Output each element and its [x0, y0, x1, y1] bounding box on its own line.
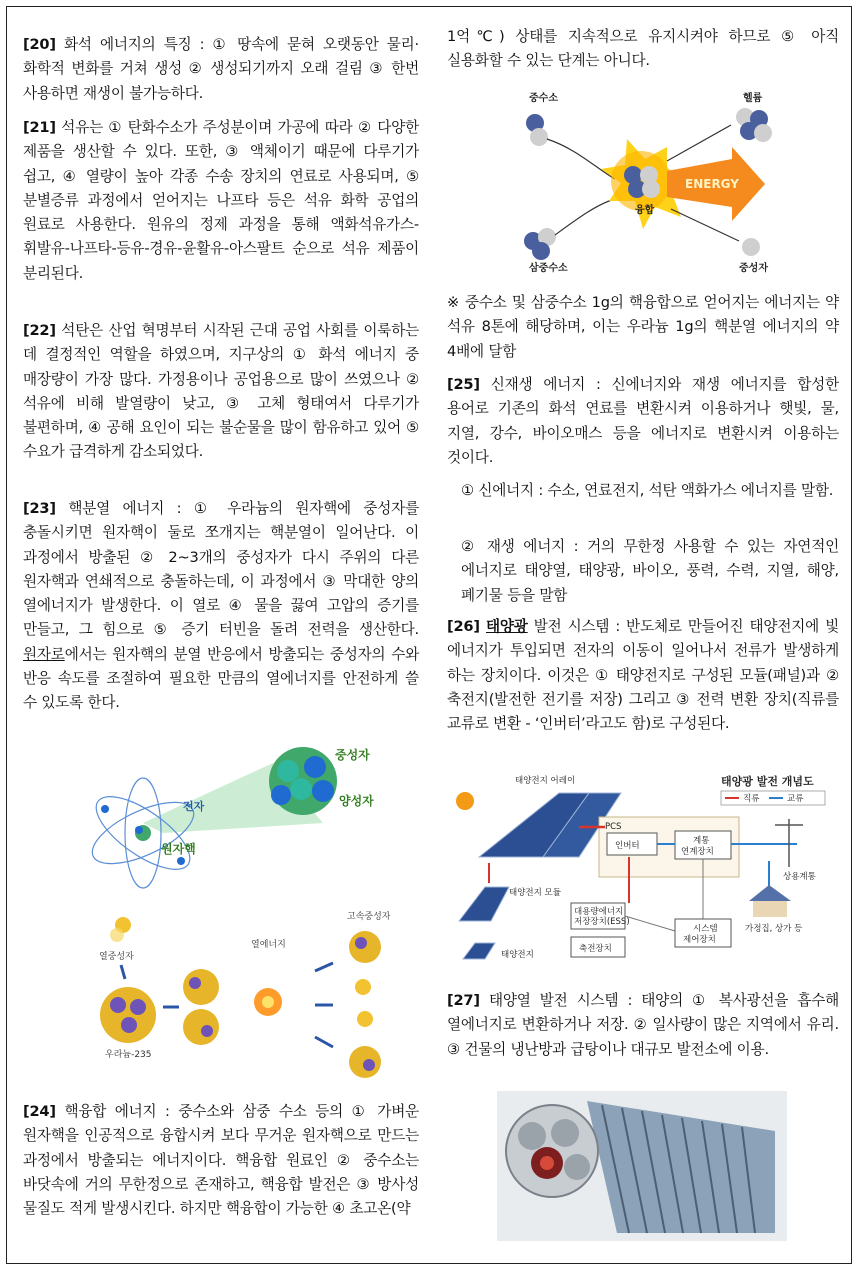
paragraph-22 [23, 319, 419, 465]
underlined-keyword: 태양광 [485, 618, 528, 635]
module-label: 태양전지 모듈 [509, 888, 561, 898]
deuterium-label: 중수소 [529, 93, 558, 104]
paragraph-text: 화석 에너지의 특징 : ① 땅속에 묻혀 오랫동안 물리·화학적 변화를 거쳐 생성 ② 생성되기까지 오래 걸림 ③ 한번 사용하면 재생이 불가능하다. [23, 36, 419, 102]
item-number: [22] [23, 322, 56, 339]
nucleus-closeup [269, 747, 337, 815]
paragraph-text: 석탄은 산업 혁명부터 시작된 근대 공업 사회를 이룩하는 데 결정적인 역할을 하였으며, 지구상의 ① 화석 에너지 중 매장량이 가장 많다. 가정용이나 공업용으로 많이 쓰였으나 ② 석유에 비해 발열량이 낮고, ③ 고체 형태여서 다루기가 불편하며, ④ 공해 요인이 되는 불순물을 많이 함유하고 있어 ⑤ 수요가 급격하게 감소되었다. [23, 322, 419, 461]
solar-collector-photo [497, 1091, 787, 1241]
item-number: [20] [23, 36, 56, 53]
paragraph-24 [23, 1100, 419, 1221]
item-number: [24] [23, 1103, 56, 1120]
paragraph-text: 핵융합 에너지 : 중수소와 삼중 수소 등의 ① 가벼운 원자핵을 인공적으로 융합시켜 보다 무거운 원자핵으로 만드는 과정에서 방출되는 에너지이다. 핵융합 원료인 ② 중수소는 바닷속에 거의 무한정으로 존재하고, 핵융합 발전은 ③ 방사성 물질도 적게 발생시킨다. 하지만 핵융합이 가능한 ④ 초고온(약 [23, 1103, 419, 1218]
energy-label: ENERGY [685, 177, 739, 191]
atom-diagram [83, 743, 383, 893]
grid-link-label: 계통 연계장치 [681, 836, 714, 857]
commercial-grid-label: 상용계통 [783, 872, 816, 882]
neutron-label: 중성자 [335, 748, 370, 762]
uranium-label: 우라늄-235 [105, 1050, 152, 1060]
nucleus-label: 원자핵 [161, 842, 196, 856]
home-label: 가정집, 상가 등 [745, 924, 803, 934]
paragraph-25-renewable-energy: ② 재생 에너지 : 거의 무한정 사용할 수 있는 자연적인 에너지로 태양열, 태양광, 바이오, 풍력, 수력, 지열, 해양, 폐기물 등을 말함 [461, 538, 839, 604]
paragraph-23 [23, 497, 419, 716]
ess-label: 대용량에너지 저장장치(ESS) [574, 907, 630, 927]
helium-label: 헬륨 [743, 93, 763, 104]
cell-label: 태양전지 [501, 950, 534, 960]
legend-dc: 직류 [743, 794, 760, 804]
paragraph-25 [447, 373, 839, 470]
tritium-label: 삼중수소 [529, 263, 568, 274]
fusion-note: ※ 중수소 및 삼중수소 1g의 핵융합으로 얻어지는 에너지는 약 석유 8톤에 해당하며, 이는 우라늄 1g의 핵분열 에너지의 약 4배에 달함 [447, 294, 839, 360]
array-label: 태양전지 어레이 [515, 776, 576, 786]
heat-energy-label: 열에너지 [251, 940, 286, 950]
paragraph-21 [23, 116, 419, 286]
item-number: [25] [447, 376, 480, 393]
item-number: [21] [23, 119, 56, 136]
item-number: [23] [23, 500, 56, 517]
item-number: [26] [447, 618, 480, 635]
fusion-diagram [517, 89, 777, 279]
worksheet-page [6, 6, 852, 1264]
paragraph-26 [447, 615, 839, 736]
solar-system-diagram [439, 771, 839, 971]
paragraph-text: 핵분열 에너지 : ① 우라늄의 원자핵에 중성자를 충돌시키면 원자핵이 둘로 쪼개지는 핵분열이 일어난다. 이 과정에서 방출된 ② 2~3개의 중성자가 다시 주위의 다른 원자핵과 연쇄적으로 충돌하는데, 이 과정에서 ③ 막대한 양의 열에너지가 발생한다. 이 열로 ④ 물을 끓여 고압의 증기를 만들고, 그 힘으로 ⑤ 증기 터빈을 돌려 전력을 생산한다. [23, 500, 419, 639]
item-number: [27] [447, 992, 480, 1009]
paragraph-27 [447, 989, 839, 1062]
paragraph-text: 석유는 ① 탄화수소가 주성분이며 가공에 따라 ② 다양한 제품을 생산할 수 있다. 또한, ③ 액체이기 때문에 다루기가 쉽고, ④ 열량이 높아 각종 수송 장치의 연료로 사용되며, ⑤ 분별증류 과정에서 얻어지는 나프타 등은 석유 화학 공업의 원료로 사용한다. 원유의 정제 과정을 통해 액화석유가스-휘발유-나프타-등유-경유-윤활유-아스팔트 순으로 석유 제품이 분리된다. [23, 119, 419, 282]
diagram-title: 태양광 발전 개념도 [721, 775, 814, 788]
fission-diagram [83, 907, 393, 1089]
electron-label: 전자 [183, 800, 205, 813]
battery-label: 축전장치 [579, 944, 612, 954]
slow-neutron-label: 열중성자 [99, 952, 134, 962]
underlined-term: 원자로 [23, 645, 65, 663]
legend-ac: 교류 [787, 794, 804, 804]
paragraph-text: 신재생 에너지 : 신에너지와 재생 에너지를 합성한 용어로 기존의 화석 연료를 변환시켜 이용하거나 햇빛, 물, 지열, 강수, 바이오매스 등을 에너지로 변환시켜 이용하는 것이다. [447, 376, 839, 466]
inverter-label: 인버터 [615, 841, 640, 851]
paragraph-24-continued: 1억℃) 상태를 지속적으로 유지시켜야 하므로 ⑤ 아직 실용화할 수 있는 단계는 아니다. [447, 28, 839, 70]
paragraph-text: 에서는 원자핵의 분열 반응에서 방출되는 중성자의 수와 반응 속도를 조절하여 필요한 만큼의 열에너지를 안전하게 쓸 수 있도록 한다. [23, 645, 419, 712]
paragraph-text: 태양열 발전 시스템 : 태양의 ① 복사광선을 흡수해 열에너지로 변환하거나 저장. ② 일사량이 많은 지역에서 유리. ③ 건물의 냉난방과 급탕이나 대규모 발전소에 이용. [447, 992, 839, 1058]
fast-neutron-label: 고속중성자 [347, 912, 391, 922]
proton-label: 양성자 [339, 794, 374, 808]
pcs-label: PCS [605, 822, 622, 832]
paragraph-20 [23, 33, 419, 106]
paragraph-25-new-energy: ① 신에너지 : 수소, 연료전지, 석탄 액화가스 에너지를 말함. [461, 482, 834, 499]
paragraph-text: 발전 시스템 : 반도체로 만들어진 태양전지에 빛 에너지가 투입되면 전자의 이동이 일어나서 전류가 발생하게 하는 장치이다. 이것은 ① 태양전지로 구성된 모듈(패널)과 ② 축전지(발전한 전기를 저장) 그리고 ③ 전력 변환 장치(직류를 교류로 변환 - ‘인버터’라고도 함)로 구성된다. [447, 618, 839, 733]
fusion-label: 융합 [635, 205, 655, 216]
control-label: 시스템 제어장치 [683, 924, 718, 945]
neutron-label: 중성자 [739, 263, 768, 274]
